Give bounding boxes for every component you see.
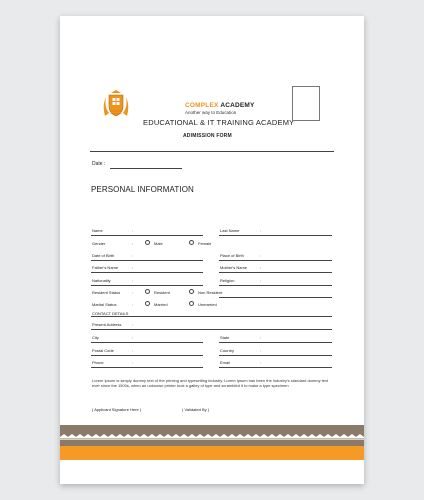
brand-name-part2: ACADEMY: [220, 102, 255, 109]
country-label: Country: [220, 348, 235, 353]
father-field[interactable]: [91, 272, 203, 273]
present-address-label: Present Address: [92, 322, 122, 327]
religion-label: Religion: [220, 278, 235, 283]
male-radio[interactable]: [145, 240, 150, 245]
nationality-field[interactable]: [91, 285, 203, 286]
photo-box[interactable]: [292, 86, 320, 121]
mother-field[interactable]: [219, 272, 332, 273]
country-field[interactable]: [219, 355, 332, 356]
pob-field[interactable]: [219, 260, 332, 261]
contact-details-title: CONTACT DETAILS: [92, 311, 129, 316]
male-label: Male: [154, 241, 163, 246]
dob-field[interactable]: [91, 260, 203, 261]
admission-form-page: [60, 16, 364, 484]
last-name-label: Last Name: [220, 228, 240, 233]
colon: :: [260, 253, 262, 258]
colon: :: [132, 228, 134, 233]
colon: :: [132, 348, 134, 353]
academy-crest-logo-icon: [102, 89, 130, 119]
colon: :: [260, 228, 262, 233]
applicant-signature-label: ( Applicant Signature Here ): [92, 407, 142, 412]
section-title-personal: PERSONAL INFORMATION: [91, 185, 194, 194]
academy-title: EDUCATIONAL & IT TRAINING ACADEMY: [143, 118, 295, 127]
colon: :: [132, 360, 134, 365]
pob-label: Place of Birth: [220, 253, 244, 258]
non-resident-label: Non Resident: [198, 290, 223, 295]
city-field[interactable]: [91, 342, 203, 343]
postal-code-field[interactable]: [91, 355, 203, 356]
colon: :: [260, 335, 262, 340]
colon: :: [260, 278, 262, 283]
colon: :: [132, 265, 134, 270]
date-label: Date :: [92, 161, 106, 167]
unmarried-label: Unmarried: [198, 302, 217, 307]
present-address-field[interactable]: [91, 329, 332, 330]
unmarried-radio[interactable]: [189, 301, 194, 306]
footer-band-orange: [60, 446, 364, 460]
religion-field[interactable]: [219, 285, 332, 286]
colon: :: [260, 348, 262, 353]
city-label: City: [92, 335, 99, 340]
brand-tagline: Another way to Education: [185, 110, 237, 115]
colon: :: [132, 290, 134, 295]
brand-name: [185, 102, 255, 109]
female-label: Female: [198, 241, 212, 246]
form-title: ADIMISSION FORM: [183, 133, 232, 139]
brand-name-part1: COMPLEX: [185, 102, 219, 109]
email-field[interactable]: [219, 367, 332, 368]
nationality-label: Nationality: [92, 278, 111, 283]
dob-label: Date of Birth: [92, 253, 115, 258]
married-label: Married: [154, 302, 168, 307]
marital-status-label: Marital Status: [92, 302, 117, 307]
resident-status-divider: [219, 297, 332, 298]
resident-radio[interactable]: [145, 289, 150, 294]
colon: :: [132, 278, 134, 283]
date-field[interactable]: [110, 168, 182, 169]
state-field[interactable]: [219, 342, 332, 343]
non-resident-radio[interactable]: [189, 289, 194, 294]
colon: :: [132, 335, 134, 340]
lorem-paragraph: Lorem Ipsum is simply dummy text of the printing and typesetting industry. Lorem Ipsum has been the industry's standard dummy text ever since the 1500s, when an unknown printer took a galley of type and scrambled it to make a type specimen: [92, 378, 329, 389]
postal-code-label: Postal Code: [92, 348, 114, 353]
header-divider: [90, 151, 334, 152]
name-field[interactable]: [91, 235, 203, 236]
name-label: Name: [92, 228, 103, 233]
validated-by-label: ( Validated By ): [182, 407, 210, 412]
married-radio[interactable]: [145, 301, 150, 306]
state-label: State: [220, 335, 230, 340]
contact-divider: [91, 316, 332, 317]
female-radio[interactable]: [189, 240, 194, 245]
email-label: Email: [220, 360, 231, 365]
father-label: Father's Name: [92, 265, 119, 270]
resident-status-label: Resident Status: [92, 290, 121, 295]
colon: :: [260, 360, 262, 365]
mother-label: Mother's Name: [220, 265, 247, 270]
colon: :: [132, 241, 134, 246]
gender-label: Gender: [92, 241, 106, 246]
colon: :: [132, 302, 134, 307]
last-name-field[interactable]: [219, 235, 332, 236]
colon: :: [132, 253, 134, 258]
phone-label: Phone: [92, 360, 104, 365]
resident-label: Resident: [154, 290, 170, 295]
phone-field[interactable]: [91, 367, 203, 368]
colon: :: [132, 322, 134, 327]
footer-chevron-pattern: [60, 425, 364, 446]
colon: :: [260, 265, 262, 270]
